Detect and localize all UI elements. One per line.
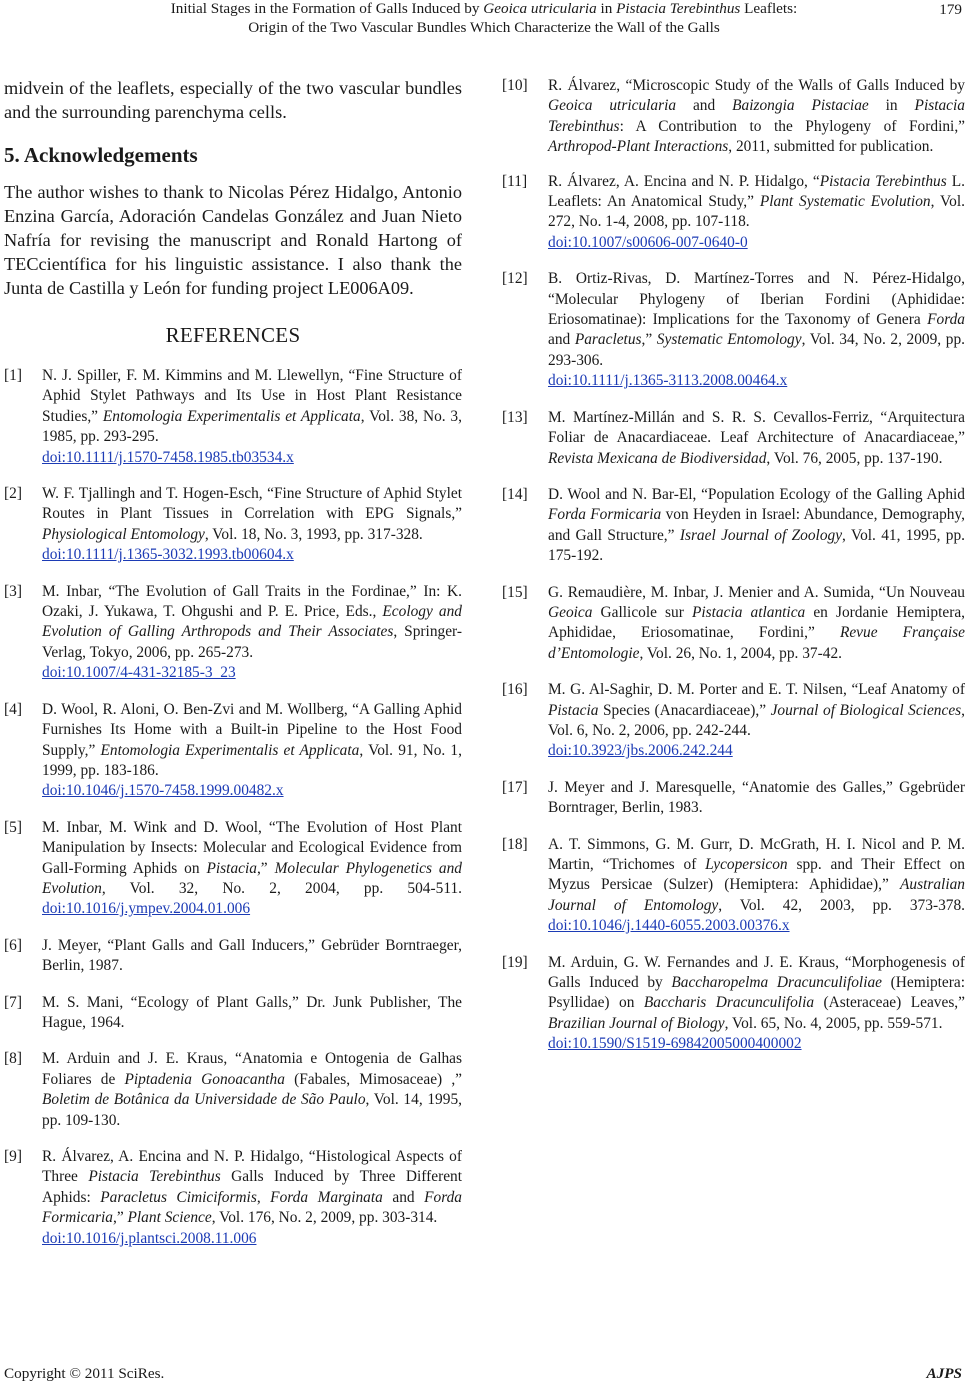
reference-number: [17] — [502, 778, 528, 796]
running-head-text: Initial Stages in the Formation of Galls Induced by — [170, 0, 484, 17]
reference-italic-text: Paracletus Cimiciformis — [100, 1188, 257, 1206]
reference-text: , Vol. 6, No. 2, 2006, pp. 242-244. — [548, 701, 965, 739]
reference-text: ,” — [112, 1209, 128, 1227]
running-head-title-line-1 — [0, 0, 968, 18]
reference-text: spp. and Their Effect on Myzus Persicae (Sulzer) (Hemiptera: Aphididae),” — [548, 856, 965, 894]
reference-entry — [4, 993, 462, 1034]
reference-italic-text: Entomologia Experimentalis et Applicata — [100, 741, 360, 759]
doi-link[interactable]: doi:10.1046/j.1570-7458.1999.00482.x — [42, 782, 284, 800]
reference-italic-text: Pistacia — [206, 859, 257, 877]
reference-italic-text: Forda Formicaria — [42, 1188, 462, 1227]
reference-text: , Vol. 272, No. 1-4, 2008, pp. 107-118. — [548, 193, 965, 231]
reference-text: M. Arduin, G. W. Fernandes and J. E. Kraus, “Morphogenesis of Galls Induced by — [548, 953, 965, 992]
acknowledgements-heading: 5. Acknowledgements — [4, 143, 198, 167]
reference-entry — [502, 583, 966, 665]
reference-number: [5] — [4, 818, 22, 836]
reference-italic-text: Brazilian Journal of Biology — [548, 1014, 725, 1032]
reference-italic-text: Arthropod-Plant Interactions — [548, 138, 729, 156]
reference-text: (Hemiptera: Psyllidae) on — [548, 974, 966, 1012]
reference-italic-text: Baccharis Dracunculifolia — [643, 994, 815, 1012]
reference-text: Galls Induced by Three Different Aphids: — [42, 1168, 463, 1206]
reference-text: (Asteraceae) Leaves,” — [814, 994, 965, 1012]
reference-text: and — [382, 1188, 425, 1206]
reference-text: , Vol. 34, No. 2, 2009, pp. 293-306. — [548, 331, 965, 369]
reference-italic-text: Pistacia Terebinthus — [88, 1168, 221, 1186]
reference-text: , Vol. 26, No. 1, 2004, pp. 37-42. — [639, 644, 842, 662]
reference-number: [9] — [4, 1148, 22, 1165]
reference-number: [6] — [4, 936, 22, 954]
reference-italic-text: Pistacia — [548, 701, 599, 719]
running-head — [0, 0, 968, 44]
doi-link[interactable]: doi:10.1046/j.1440-6055.2003.00376.x — [548, 917, 790, 935]
reference-text: , Vol. 18, No. 3, 1993, pp. 317-328. — [204, 525, 423, 543]
reference-text: and — [676, 97, 733, 115]
reference-italic-text: Pistacia Terebinthus — [819, 172, 947, 190]
intro-paragraph: midvein of the leaflets, especially of the two vascular bundles and the surrounding parenchyma cells. — [4, 78, 462, 122]
reference-text: M. G. Al-Saghir, D. M. Porter and E. T. Nilsen, “Leaf Anatomy of — [548, 681, 965, 699]
reference-number: [15] — [502, 583, 528, 601]
reference-list-left — [4, 366, 462, 1249]
reference-text: (Fabales, Mimosaceae) ,” — [284, 1070, 463, 1088]
reference-italic-text: Paracletus — [574, 331, 642, 349]
reference-number: [4] — [4, 700, 22, 718]
reference-entry — [502, 778, 965, 819]
reference-text: B. Ortiz-Rivas, D. Martínez-Torres and N. Pérez-Hidalgo, “Molecular Phylogeny of Iberian Fordini (Aphididae: Eriosomatinae): Implications for the Taxonomy of Genera — [548, 270, 965, 329]
reference-text: ,” — [641, 331, 657, 349]
running-head-title-line-2: Origin of the Two Vascular Bundles Which Characterize the Wall of the Galls — [248, 19, 720, 36]
reference-italic-text: Baizongia Pistaciae — [732, 97, 869, 115]
reference-italic-text: Baccharopelma Dracunculifoliae — [671, 974, 883, 992]
reference-entry — [4, 1147, 462, 1249]
reference-italic-text: Physiological Entomology — [42, 525, 205, 543]
reference-entry — [4, 818, 462, 920]
reference-number: [2] — [4, 485, 22, 503]
reference-italic-text: Australian Journal of Entomology — [548, 876, 965, 914]
reference-number: [10] — [502, 77, 528, 94]
reference-entry — [502, 680, 965, 762]
reference-text: Species (Anacardiaceae),” — [598, 701, 771, 719]
reference-italic-text: Pistacia Terebinthus — [548, 97, 965, 135]
doi-link[interactable]: doi:10.1007/4-431-32185-3_23 — [42, 664, 236, 682]
reference-italic-text: Plant Science — [127, 1209, 212, 1227]
reference-text: en Jordanie Hemiptera, Aphididae, Eriosomatinae, Fordini,” — [548, 603, 965, 642]
reference-text: , Vol. 76, 2005, pp. 137-190. — [766, 449, 943, 467]
reference-number: [18] — [502, 835, 528, 853]
reference-text: M. Inbar, M. Wink and D. Wool, “The Evolution of Host Plant Manipulation by Insects: Molecular and Ecological Evidence from Gall-Forming Aphids on — [42, 818, 462, 877]
reference-text: and — [548, 331, 575, 349]
reference-text: , — [256, 1188, 271, 1206]
reference-text: , 2011, submitted for publication. — [728, 138, 934, 156]
reference-italic-text: Geoica — [548, 603, 593, 621]
page-number: 179 — [939, 1, 962, 18]
reference-entry — [4, 936, 462, 977]
reference-text: M. Arduin and J. E. Kraus, “Anatomia e Ontogenia de Galhas Foliares de — [42, 1050, 462, 1088]
reference-italic-text: Pistacia atlantica — [691, 603, 806, 621]
doi-link[interactable]: doi:10.1111/j.1365-3113.2008.00464.x — [548, 372, 788, 390]
doi-link[interactable]: doi:10.1590/S1519-69842005000400002 — [548, 1035, 802, 1053]
reference-text: , Vol. 41, 1995, pp. 175-192. — [548, 526, 966, 565]
reference-number: [16] — [502, 681, 528, 699]
reference-text: , Vol. 14, 1995, pp. 109-130. — [42, 1091, 462, 1129]
reference-text: R. Álvarez, “Microscopic Study of the Walls of Galls Induced by — [548, 77, 965, 94]
reference-italic-text: Molecular Phylogenetics and Evolution — [42, 859, 463, 897]
reference-entry — [502, 269, 965, 391]
reference-italic-text: Plant Systematic Evolution — [759, 193, 931, 211]
reference-text: , Vol. 91, No. 1, 1999, pp. 183-186. — [42, 741, 462, 779]
reference-italic-text: Entomologia Experimentalis et Applicata — [102, 407, 361, 425]
reference-text: J. Meyer, “Plant Galls and Gall Inducers,” Gebrüder Borntraeger, Berlin, 1987. — [42, 936, 462, 975]
running-head-text: in — [596, 0, 617, 17]
reference-text: , Vol. 32, No. 2, 2004, pp. 504-511. — [101, 879, 462, 897]
reference-entry — [4, 582, 462, 684]
reference-text: D. Wool and N. Bar-El, “Population Ecology of the Galling Aphid — [548, 485, 965, 503]
reference-text: , Vol. 176, No. 2, 2009, pp. 303-314. — [211, 1209, 438, 1227]
doi-link[interactable]: doi:10.1111/j.1570-7458.1985.tb03534.x — [42, 448, 294, 466]
reference-text: J. Meyer and J. Maresquelle, “Anatomie des Galles,” Ggebrüder Borntrager, Berlin, 1983. — [548, 778, 965, 817]
reference-text: , Vol. 38, No. 3, 1985, pp. 293-295. — [42, 407, 462, 446]
reference-text: M. Martínez-Millán and S. R. S. Cevallos-Ferriz, “Arquitectura Foliar de Anacardiaceae. Leaf Architecture of Anacardiaceae,” — [548, 408, 965, 447]
reference-text: von Heyden in Israel: Abundance, Demography, and Gall Structure,” — [548, 506, 966, 544]
doi-link[interactable]: doi:10.3923/jbs.2006.242.244 — [548, 742, 733, 760]
reference-number: [13] — [502, 408, 528, 426]
reference-text: R. Álvarez, A. Encina and N. P. Hidalgo, “ — [548, 172, 820, 190]
acknowledgements-paragraph: The author wishes to thank to Nicolas Pérez Hidalgo, Antonio Enzina García, Adoración Candelas González and Juan Nieto Nafría for revising the manuscript and Ronald Hartong of TECcientífica for his linguistic assistance. I also thank the Junta de Castilla y León for funding project LE006A09. — [4, 182, 462, 298]
reference-text: , Vol. 42, 2003, pp. 373-378. — [718, 896, 965, 914]
reference-italic-text: Lycopersicon — [705, 856, 788, 873]
reference-italic-text: Journal of Biological Sciences — [770, 701, 962, 719]
reference-text: Gallicole sur — [592, 603, 692, 621]
reference-italic-text: Piptadenia Gonoacantha — [124, 1070, 285, 1088]
reference-entry — [4, 366, 462, 468]
reference-entry — [502, 172, 965, 254]
running-head-species: Geoica utricularia — [483, 0, 597, 17]
reference-text: N. J. Spiller, F. M. Kimmins and M. Llewellyn, “Fine Structure of Aphid Stylet Pathways and Its Use in Host Plant Resistance Studies,” — [42, 367, 462, 425]
references-heading: REFERENCES — [165, 323, 301, 347]
reference-entry — [502, 953, 966, 1055]
reference-italic-text: Geoica utricularia — [548, 97, 677, 115]
reference-text: R. Álvarez, A. Encina and N. P. Hidalgo, “Histological Aspects of Three — [42, 1148, 462, 1186]
reference-entry — [502, 408, 965, 469]
reference-entry — [4, 700, 462, 802]
footer-journal: AJPS — [926, 1365, 962, 1382]
right-column — [502, 76, 966, 1071]
running-head-species: Pistacia Terebinthus — [616, 0, 741, 17]
reference-italic-text: Ecology and Evolution of Galling Arthropods and Their Associates — [42, 603, 462, 641]
reference-text: A. T. Simmons, G. M. Gurr, D. McGrath, H. I. Nicol and P. M. Martin, “Trichomes of — [548, 835, 965, 873]
doi-link[interactable]: doi:10.1016/j.plantsci.2008.11.006 — [42, 1229, 257, 1247]
reference-number: [7] — [4, 993, 22, 1011]
reference-italic-text: Boletim de Botânica da Universidade de São Paulo — [42, 1091, 366, 1109]
reference-italic-text: Israel Journal of Zoology — [679, 526, 843, 544]
reference-text: : A Contribution to the Phylogeny of Fordini,” — [619, 117, 965, 135]
reference-text: L. Leaflets: An Anatomical Study,” — [548, 172, 965, 211]
reference-number: [11] — [502, 172, 528, 190]
reference-list-right — [502, 76, 966, 1055]
footer-copyright: Copyright © 2011 SciRes. — [4, 1365, 165, 1382]
reference-text: , Springer-Verlag, Tokyo, 2006, pp. 265-273. — [42, 623, 462, 661]
reference-text: in — [868, 97, 915, 115]
reference-italic-text: Forda — [927, 311, 965, 329]
reference-text: ,” — [256, 859, 275, 877]
reference-number: [1] — [4, 367, 22, 384]
reference-number: [8] — [4, 1050, 22, 1068]
reference-entry — [502, 485, 966, 567]
reference-text: G. Remaudière, M. Inbar, J. Menier and A. Sumida, “Un Nouveau — [548, 583, 965, 601]
reference-italic-text: Systematic Entomology — [656, 331, 802, 349]
reference-entry — [4, 1049, 462, 1131]
reference-text: M. S. Mani, “Ecology of Plant Galls,” Dr. Junk Publisher, The Hague, 1964. — [42, 993, 462, 1031]
reference-italic-text: Revista Mexicana de Biodiversidad — [548, 449, 767, 467]
reference-italic-text: Forda Marginata — [270, 1188, 383, 1206]
left-column — [4, 76, 462, 1265]
reference-entry — [4, 484, 462, 566]
running-head-text: Leaflets: — [740, 0, 798, 17]
reference-number: [3] — [4, 582, 22, 600]
reference-text: D. Wool, R. Aloni, O. Ben-Zvi and M. Wollberg, “A Galling Aphid Furnishes Its Home with a Built-in Pipeline to the Host Food Supply,” — [42, 700, 462, 759]
reference-text: M. Inbar, “The Evolution of Gall Traits in the Fordinae,” In: K. Ozaki, J. Yukawa, T. Ohgushi and P. E. Price, Eds., — [42, 582, 462, 621]
reference-italic-text: Revue Française d’Entomologie — [548, 624, 966, 662]
reference-text: , Vol. 65, No. 4, 2005, pp. 559-571. — [724, 1014, 943, 1032]
doi-link[interactable]: doi:10.1016/j.ympev.2004.01.006 — [42, 900, 251, 918]
reference-number: [14] — [502, 485, 528, 503]
reference-entry — [502, 76, 965, 158]
doi-link[interactable]: doi:10.1007/s00606-007-0640-0 — [548, 233, 748, 251]
reference-number: [19] — [502, 953, 528, 971]
reference-number: [12] — [502, 270, 528, 288]
doi-link[interactable]: doi:10.1111/j.1365-3032.1993.tb00604.x — [42, 546, 294, 564]
reference-text: W. F. Tjallingh and T. Hogen-Esch, “Fine Structure of Aphid Stylet Routes in Plant Tissues in Correlation with EPG Signals,” — [42, 485, 462, 523]
reference-entry — [502, 835, 965, 937]
reference-italic-text: Forda Formicaria — [548, 506, 662, 524]
